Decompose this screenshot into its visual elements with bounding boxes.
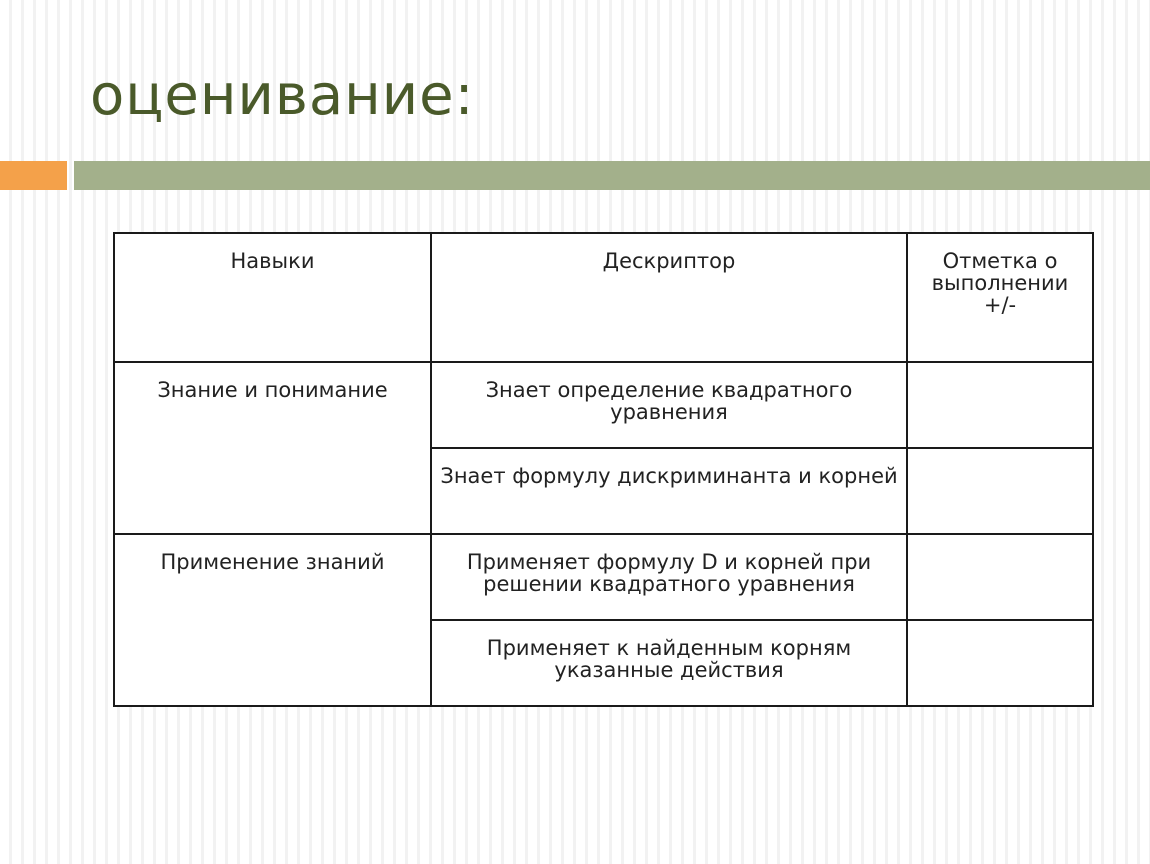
mark-cell [907, 362, 1093, 448]
skill-cell: Применение знаний [114, 534, 431, 706]
accent-bar-green [74, 161, 1150, 190]
mark-cell [907, 448, 1093, 534]
accent-bar-orange [0, 161, 67, 190]
skill-cell: Знание и понимание [114, 362, 431, 534]
header-descriptor: Дескриптор [431, 233, 907, 362]
table-row [114, 534, 1093, 620]
descriptor-cell: Знает формулу дискриминанта и корней [431, 448, 907, 534]
header-skills: Навыки [114, 233, 431, 362]
descriptor-cell: Знает определение квадратного уравнения [431, 362, 907, 448]
descriptor-cell: Применяет формулу D и корней при решении квадратного уравнения [431, 534, 907, 620]
descriptor-cell: Применяет к найденным корням указанные действия [431, 620, 907, 706]
slide-title: оценивание: [90, 63, 475, 128]
mark-cell [907, 534, 1093, 620]
table-header-row [114, 233, 1093, 362]
mark-cell [907, 620, 1093, 706]
table-row [114, 362, 1093, 448]
assessment-table [113, 232, 1094, 707]
header-mark: Отметка о выполнении +/- [907, 233, 1093, 362]
